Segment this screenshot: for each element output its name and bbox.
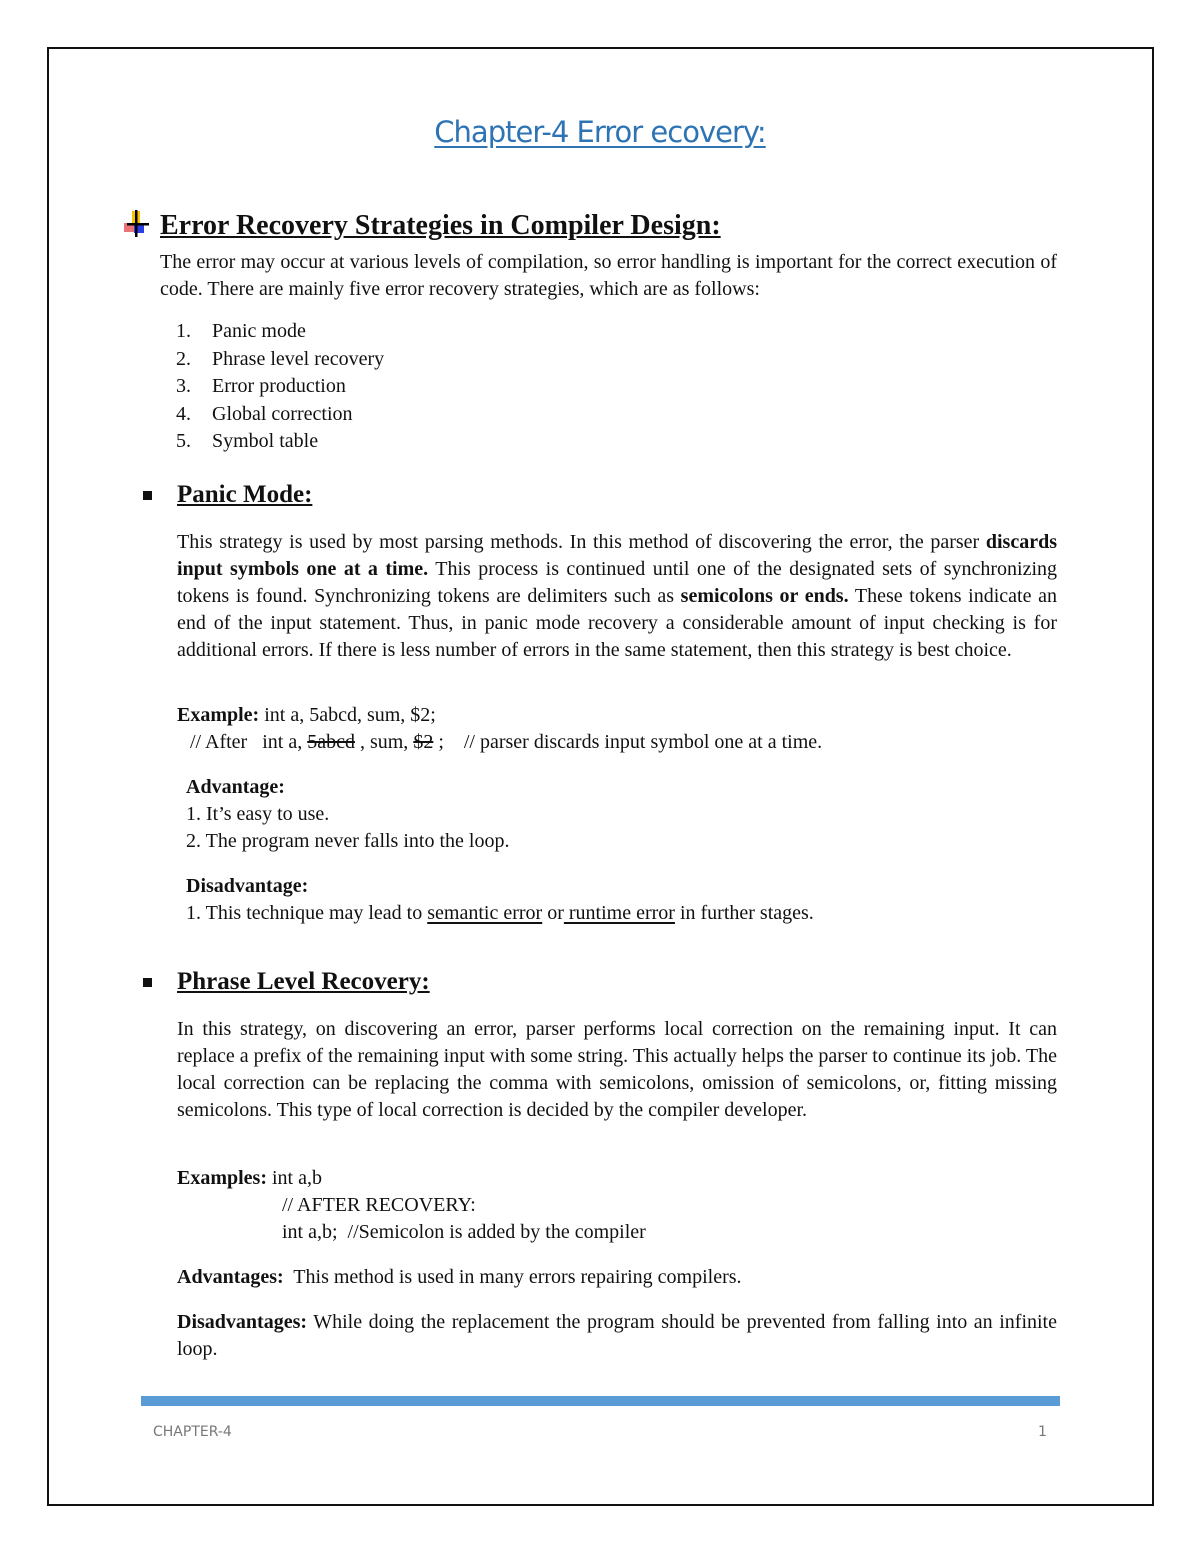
phrase-example-after: // AFTER RECOVERY: [282,1194,476,1216]
panic-example: Example: int a, 5abcd, sum, $2; [177,704,436,726]
page-number: 1 [1038,1424,1047,1440]
footer-chapter: CHAPTER-4 [153,1424,232,1440]
panic-advantage-label: Advantage: [186,776,285,798]
intro-paragraph: The error may occur at various levels of compilation, so error handling is important for the correct execution of code. There are mainly five error recovery strategies, which are as follows: [160,251,1057,300]
phrase-level-heading: Phrase Level Recovery: [177,968,430,995]
page-title: Chapter-4 Error ecovery: [434,115,766,149]
panic-disadvantage-label: Disadvantage: [186,875,309,897]
phrase-level-paragraph: In this strategy, on discovering an error, parser performs local correction on the remaining input. It can replace a prefix of the remaining input with some string. This actually helps the parser to continue its job. The local correction can be replacing the comma with semicolons, omission of semicolons, or, fitting missing semicolons. This type of local correction is decided by the compiler developer. [177,1018,1057,1121]
phrase-disadvantages: Disadvantages: While doing the replacement the program should be prevented from falling into an infinite loop. [177,1311,1057,1360]
section-heading: Error Recovery Strategies in Compiler Design: [160,210,721,241]
footer-bar [141,1396,1060,1406]
strategies-list [176,318,384,456]
panic-advantage-item: 1. It’s easy to use. [186,803,330,825]
panic-example-after: // After int a, 5abcd , sum, $2 ; // parser discards input symbol one at a time. [190,731,823,753]
square-bullet-icon [143,978,152,987]
panic-disadvantage-item: 1. This technique may lead to semantic error or runtime error in further stages. [186,902,814,924]
phrase-example-fixed: int a,b; //Semicolon is added by the compiler [282,1221,646,1243]
panic-mode-paragraph: This strategy is used by most parsing methods. In this method of discovering the error, the parser discards input symbols one at a time. This process is continued until one of the designated sets of synchronizing tokens is found. Synchronizing tokens are delimiters such as semicolons or ends. These tokens indicate an end of the input statement. Thus, in panic mode recovery a considerable amount of input checking is for additional errors. If there is less number of errors in the same statement, then this strategy is best choice. [177,531,1058,661]
list-item: 1. Panic mode [176,320,306,342]
list-item: 3. Error production [176,375,346,397]
list-item: 4. Global correction [176,402,353,425]
square-bullet-icon [143,491,152,500]
panic-advantage-item: 2. The program never falls into the loop. [186,830,510,852]
panic-mode-heading: Panic Mode: [177,481,313,508]
phrase-example: Examples: int a,b [177,1167,322,1189]
phrase-advantages: Advantages: This method is used in many errors repairing compilers. [177,1266,742,1288]
list-item: 2. Phrase level recovery [176,347,385,370]
list-item: 5. Symbol table [176,430,319,452]
plus-bullet-icon [122,209,152,239]
